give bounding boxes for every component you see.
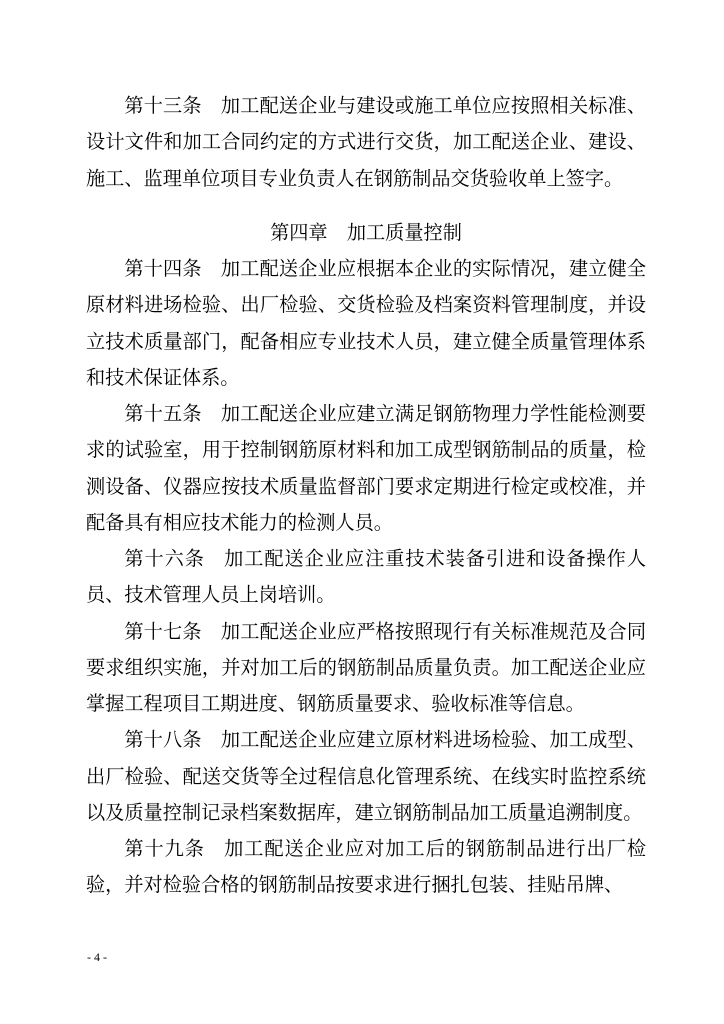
article-15-paragraph bbox=[86, 396, 646, 541]
article-14-paragraph bbox=[86, 251, 646, 396]
article-text: 加工配送企业应根据本企业的实际情况，建立健全原材料进场检验、出厂检验、交货检验及档案资料管理制度，并设立技术质量部门，配备相应专业技术人员，建立健全质量管理体系和技术保证体系。 bbox=[86, 257, 647, 389]
chapter-heading bbox=[86, 215, 646, 251]
article-number: 第十四条 bbox=[124, 257, 202, 280]
article-text: 加工配送企业应建立原材料进场检验、加工成型、出厂检验、配送交货等全过程信息化管理系统、在线实时监控系统以及质量控制记录档案数据库，建立钢筋制品加工质量追溯制度。 bbox=[86, 728, 647, 824]
article-number: 第十八条 bbox=[124, 728, 202, 752]
article-13-paragraph bbox=[86, 88, 646, 197]
article-text: 加工配送企业应注重技术装备引进和设备操作人员、技术管理人员上岗培训。 bbox=[86, 547, 647, 607]
article-number: 第十六条 bbox=[124, 547, 205, 570]
paragraph-gap bbox=[86, 197, 646, 215]
article-16-paragraph bbox=[86, 541, 646, 614]
article-number: 第十九条 bbox=[124, 837, 205, 860]
article-number: 第十五条 bbox=[124, 402, 202, 425]
article-number: 第十三条 bbox=[124, 94, 202, 117]
article-text: 加工配送企业应建立满足钢筋物理力学性能检测要求的试验室，用于控制钢筋原材料和加工成型钢筋制品的质量，检测设备、仪器应按技术质量监督部门要求定期进行检定或校准，并配备具有相应技术能力的检测人员。 bbox=[86, 402, 647, 534]
page-number: - 4 - bbox=[87, 950, 107, 964]
article-19-paragraph bbox=[86, 831, 646, 904]
article-text: 加工配送企业应对加工后的钢筋制品进行出厂检验，并对检验合格的钢筋制品按要求进行捆扎包装、挂贴吊牌、 bbox=[86, 837, 647, 897]
article-number: 第十七条 bbox=[124, 619, 202, 643]
article-18-paragraph bbox=[86, 722, 646, 831]
article-text: 加工配送企业与建设或施工单位应按照相关标准、设计文件和加工合同约定的方式进行交货，加工配送企业、建设、施工、监理单位项目专业负责人在钢筋制品交货验收单上签字。 bbox=[86, 94, 647, 190]
chapter-number: 第四章 bbox=[270, 220, 328, 244]
chapter-title: 加工质量控制 bbox=[346, 220, 462, 244]
article-text: 加工配送企业应严格按照现行有关标准规范及合同要求组织实施，并对加工后的钢筋制品质量负责。加工配送企业应掌握工程项目工期进度、钢筋质量要求、验收标准等信息。 bbox=[86, 619, 647, 715]
article-17-paragraph bbox=[86, 614, 646, 723]
document-body bbox=[86, 88, 646, 904]
